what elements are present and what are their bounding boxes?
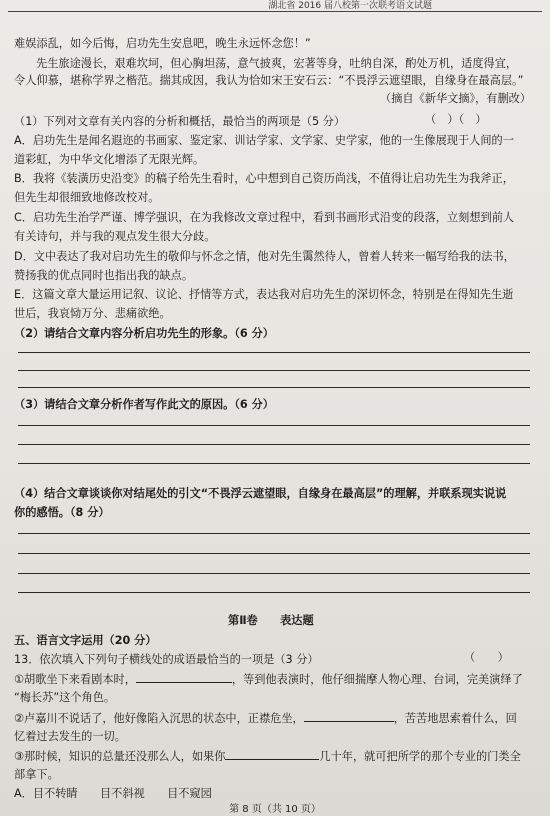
q13-stem: 13．依次填入下列句子横线处的成语最恰当的一项是（3 分） (14, 653, 319, 666)
q1-option-c-line-1: C．启功先生治学严谨、博学强识，在为我修改文章过程中，看到书画形式沿变的段落，立刻想到前人 (14, 211, 515, 224)
q13-option-a: A．目不转睛 目不斜视 目不窥园 (14, 787, 212, 800)
answer-line (18, 592, 530, 593)
q1-option-e-line-2: 世后，我哀恸万分、悲痛欲绝。 (14, 307, 171, 320)
sentence-3-part-b: 几十年，就可把所学的那个专业的门类全 (319, 750, 521, 763)
q1-option-b-line-1: B．我将《装潢历史沿变》的稿子给先生看时，心中想到自己资历尚浅，不值得让启功先生为我斧正， (14, 172, 514, 185)
q2-stem: （2）请结合文章内容分析启功先生的形象。（6 分） (14, 327, 274, 340)
sentence-1-line-2: “梅长苏”这个角色。 (14, 691, 116, 704)
answer-line (18, 352, 530, 353)
sentence-1-part-b: ，等到他表演时，他仔细揣摩人物心理、台词，完美演绎了 (231, 673, 523, 686)
sentence-3-line-2: 部拿下。 (14, 768, 59, 781)
sentence-2-line-1 (14, 710, 517, 726)
answer-line (18, 444, 530, 445)
q4-stem-line-1: （4）结合文章谈谈你对结尾处的引文“不畏浮云遮望眼，自缘身在最高层”的理解，并联系现实说说 (14, 487, 507, 500)
sentence-1-line-1 (14, 671, 523, 687)
passage-line-3: 令人仰慕，堪称学界之楷范。揣其成因，我认为恰如宋王安石云：“不畏浮云遮望眼，自缘身在最高层。” (14, 74, 524, 87)
sentence-3-line-1 (14, 748, 521, 764)
q1-option-e-line-1: E．这篇文章大量运用记叙、议论、抒情等方式，表达我对启功先生的深切怀念，特别是在得知先生逝 (14, 288, 514, 301)
answer-line (18, 370, 530, 371)
q1-stem: （1）下列对文章有关内容的分析和概括，最恰当的两项是（5 分） (14, 115, 346, 128)
q1-option-a-line-1: A．启功先生是闻名遐迩的书画家、鉴定家、训诂学家、文学家、史学家，他的一生像展现于人间的一 (14, 134, 514, 147)
page-footer: 第 8 页（共 10 页） (229, 804, 321, 815)
answer-line (18, 425, 530, 426)
section-2-title: 第Ⅱ卷 表达题 (228, 614, 314, 627)
q1-option-d-line-2: 赞扬我的优点同时也指出我的缺点。 (14, 269, 194, 282)
answer-line (18, 553, 530, 554)
part-5-heading: 五、语言文字运用（20 分） (14, 634, 157, 647)
q4-stem-line-2: 你的感悟。（8 分） (14, 506, 110, 519)
answer-line (18, 387, 530, 388)
sentence-1-part-a: ①胡歌坐下来看剧本时， (14, 673, 136, 686)
q3-stem: （3）请结合文章分析作者写作此文的原因。（6 分） (14, 398, 274, 411)
sentence-3-part-a: ③那时候，知识的总量还没那么人，如果你 (14, 750, 226, 763)
blank-1 (136, 671, 232, 683)
answer-line (18, 573, 530, 574)
q1-option-d-line-1: D．文中表达了我对启功先生的敬仰与怀念之情，他对先生霭然待人，曾着人转来一幅写给我的法书， (14, 250, 515, 263)
blank-2 (304, 710, 394, 722)
sentence-2-line-2: 忆着过去发生的一切。 (14, 730, 126, 743)
passage-line-2: 先生旅途漫长，艰难坎坷，但心胸坦荡，意气披爽，宏著等身，吐纳自深，酌处万机，适度得宜， (36, 57, 518, 70)
q13-answer-parens: （ ） (464, 651, 509, 664)
q1-answer-parens: （ ）（ ） (425, 113, 487, 126)
answer-line (18, 463, 530, 464)
sentence-2-part-b: ，苦苦地思索着什么，回 (393, 712, 517, 725)
passage-source: （摘自《新华文摘》，有删改） (380, 92, 532, 105)
page-header (8, 0, 542, 12)
answer-line (18, 533, 530, 534)
q1-option-b-line-2: 但先生却很细致地修改校对。 (14, 191, 160, 204)
q1-option-c-line-2: 有关诗句，并与我的观点发生很大分歧。 (14, 230, 216, 243)
sentence-2-part-a: ②卢嘉川不说话了，他好像陷入沉思的状态中，正襟危坐， (14, 712, 304, 725)
passage-line-1: 难娱添乱，如今后悔，启功先生安息吧，晚生永远怀念您！” (14, 37, 311, 50)
blank-3 (225, 748, 319, 760)
header-title: 湖北省 2016 届八校第一次联考语文试题 (268, 1, 432, 11)
q1-option-a-line-2: 道彩虹，为中华文化增添了无限光辉。 (14, 153, 205, 166)
